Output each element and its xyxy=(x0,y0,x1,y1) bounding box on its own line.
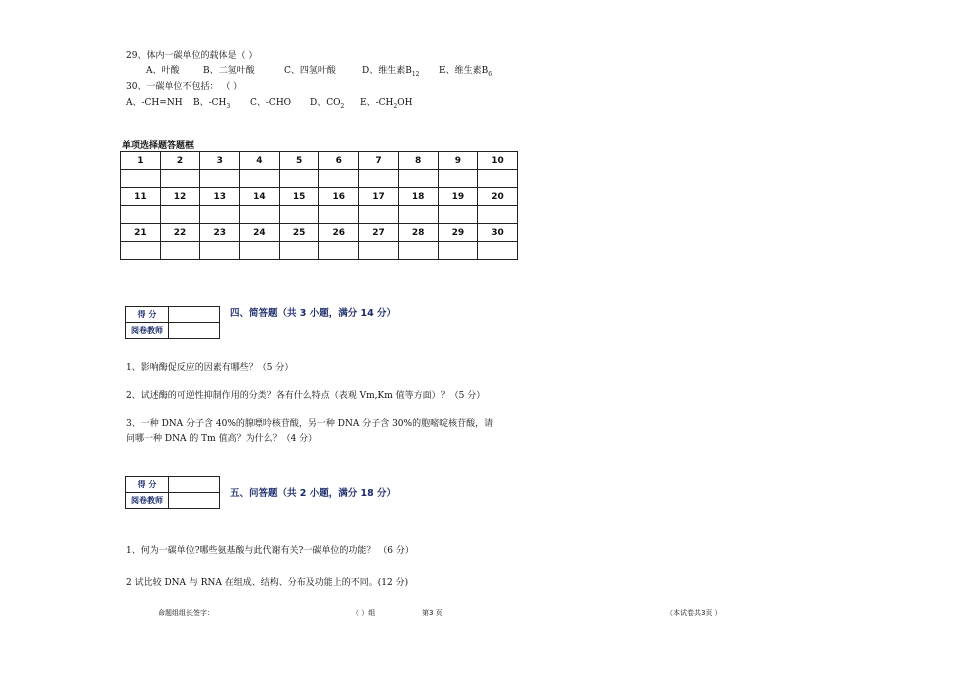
grid-number: 28 xyxy=(398,224,438,242)
answer-cell[interactable] xyxy=(279,170,319,188)
grader-label: 阅卷教师 xyxy=(126,493,169,509)
grid-number: 26 xyxy=(319,224,359,242)
section4-question-2: 2、试述酶的可逆性抑制作用的分类？各有什么特点（表观 Vm,Km 值等方面）？（5 分） xyxy=(126,391,486,401)
answer-cell[interactable] xyxy=(398,206,438,224)
grid-number: 11 xyxy=(121,188,161,206)
grid-number: 21 xyxy=(121,224,161,242)
question-30-option-a: A、-CH=NH xyxy=(126,98,183,108)
score-label: 得 分 xyxy=(126,307,169,323)
section4-question-3-cont: 问哪一种 DNA 的 Tm 值高？为什么？（4 分） xyxy=(126,434,318,444)
grid-number: 17 xyxy=(359,188,399,206)
answer-grid-answer-row xyxy=(121,242,518,260)
question-29-stem: 29、体内一碳单位的载体是（ ） xyxy=(126,51,258,61)
answer-cell[interactable] xyxy=(478,242,518,260)
answer-grid-number-row xyxy=(121,152,518,170)
question-30-option-d: D、$CO_2$ xyxy=(310,98,345,110)
answer-cell[interactable] xyxy=(398,242,438,260)
score-label: 得 分 xyxy=(126,477,169,493)
answer-cell[interactable] xyxy=(200,206,240,224)
question-29-option-c: C、四氢叶酸 xyxy=(284,66,336,76)
answer-cell[interactable] xyxy=(121,242,161,260)
question-30-option-e: E、$-CH_2OH$ xyxy=(360,98,413,110)
grid-number: 16 xyxy=(319,188,359,206)
grid-number: 10 xyxy=(478,152,518,170)
footer-signature: 命题组组长签字： xyxy=(158,609,214,617)
question-30-option-c: C、-CHO xyxy=(250,98,292,108)
question-29-option-e: E、维生素$B_6$ xyxy=(439,66,493,78)
score-box-section5 xyxy=(125,476,220,509)
answer-cell[interactable] xyxy=(478,170,518,188)
answer-cell[interactable] xyxy=(121,170,161,188)
answer-cell[interactable] xyxy=(160,170,200,188)
grid-number: 12 xyxy=(160,188,200,206)
footer-group: （ ）组 xyxy=(352,609,376,617)
grid-number: 25 xyxy=(279,224,319,242)
answer-grid-answer-row xyxy=(121,206,518,224)
question-29-option-d: D、维生素$B_{12}$ xyxy=(362,66,420,78)
answer-cell[interactable] xyxy=(121,206,161,224)
grid-number: 29 xyxy=(438,224,478,242)
section4-question-1: 1、影响酶促反应的因素有哪些？（5 分） xyxy=(126,363,294,373)
answer-cell[interactable] xyxy=(319,206,359,224)
question-29-option-a: A、叶酸 xyxy=(146,66,180,76)
answer-cell[interactable] xyxy=(438,206,478,224)
grid-number: 20 xyxy=(478,188,518,206)
answer-grid-title: 单项选择题答题框 xyxy=(122,141,195,151)
grid-number: 4 xyxy=(240,152,280,170)
score-field[interactable] xyxy=(169,307,220,323)
answer-cell[interactable] xyxy=(279,242,319,260)
answer-cell[interactable] xyxy=(240,242,280,260)
grader-label: 阅卷教师 xyxy=(126,323,169,339)
answer-grid-number-row xyxy=(121,188,518,206)
grid-number: 9 xyxy=(438,152,478,170)
grid-number: 14 xyxy=(240,188,280,206)
grid-number: 23 xyxy=(200,224,240,242)
grid-number: 3 xyxy=(200,152,240,170)
section5-question-1: 1、何为一碳单位?哪些氨基酸与此代谢有关?一碳单位的功能？ （6 分） xyxy=(126,546,414,556)
grid-number: 13 xyxy=(200,188,240,206)
answer-cell[interactable] xyxy=(359,206,399,224)
answer-cell[interactable] xyxy=(359,242,399,260)
answer-cell[interactable] xyxy=(319,170,359,188)
answer-cell[interactable] xyxy=(359,170,399,188)
answer-cell[interactable] xyxy=(200,242,240,260)
grader-field[interactable] xyxy=(169,493,220,509)
grid-number: 8 xyxy=(398,152,438,170)
question-30-option-b: B、$-CH_3$ xyxy=(193,98,231,110)
answer-cell[interactable] xyxy=(438,242,478,260)
grid-number: 1 xyxy=(121,152,161,170)
answer-cell[interactable] xyxy=(398,170,438,188)
grid-number: 18 xyxy=(398,188,438,206)
answer-grid xyxy=(120,151,518,260)
answer-cell[interactable] xyxy=(240,206,280,224)
answer-cell[interactable] xyxy=(438,170,478,188)
grid-number: 30 xyxy=(478,224,518,242)
grid-number: 22 xyxy=(160,224,200,242)
grader-field[interactable] xyxy=(169,323,220,339)
footer-page-number: 第3 页 xyxy=(422,609,443,617)
answer-cell[interactable] xyxy=(240,170,280,188)
question-30-stem: 30、一碳单位不包括： （ ） xyxy=(126,82,243,92)
score-box-section4 xyxy=(125,306,220,339)
grid-number: 19 xyxy=(438,188,478,206)
grid-number: 27 xyxy=(359,224,399,242)
footer-total-pages: （本试卷共3页 ） xyxy=(666,609,722,617)
grid-number: 2 xyxy=(160,152,200,170)
answer-grid-number-row xyxy=(121,224,518,242)
grid-number: 15 xyxy=(279,188,319,206)
answer-cell[interactable] xyxy=(200,170,240,188)
section4-question-3: 3、一种 DNA 分子含 40%的腺嘌呤核苷酸，另一种 DNA 分子含 30%的胞嘧啶核苷酸，请 xyxy=(126,419,494,429)
answer-cell[interactable] xyxy=(160,206,200,224)
score-field[interactable] xyxy=(169,477,220,493)
section4-title: 四、简答题（共 3 小题，满分 14 分） xyxy=(230,308,397,319)
grid-number: 5 xyxy=(279,152,319,170)
answer-cell[interactable] xyxy=(279,206,319,224)
grid-number: 24 xyxy=(240,224,280,242)
answer-cell[interactable] xyxy=(160,242,200,260)
section5-title: 五、问答题（共 2 小题，满分 18 分） xyxy=(230,488,397,499)
answer-cell[interactable] xyxy=(478,206,518,224)
section5-question-2: 2 试比较 DNA 与 RNA 在组成、结构、分布及功能上的不同。(12 分) xyxy=(126,578,409,588)
question-29-option-b: B、二氢叶酸 xyxy=(203,66,255,76)
answer-cell[interactable] xyxy=(319,242,359,260)
answer-grid-answer-row xyxy=(121,170,518,188)
grid-number: 7 xyxy=(359,152,399,170)
grid-number: 6 xyxy=(319,152,359,170)
